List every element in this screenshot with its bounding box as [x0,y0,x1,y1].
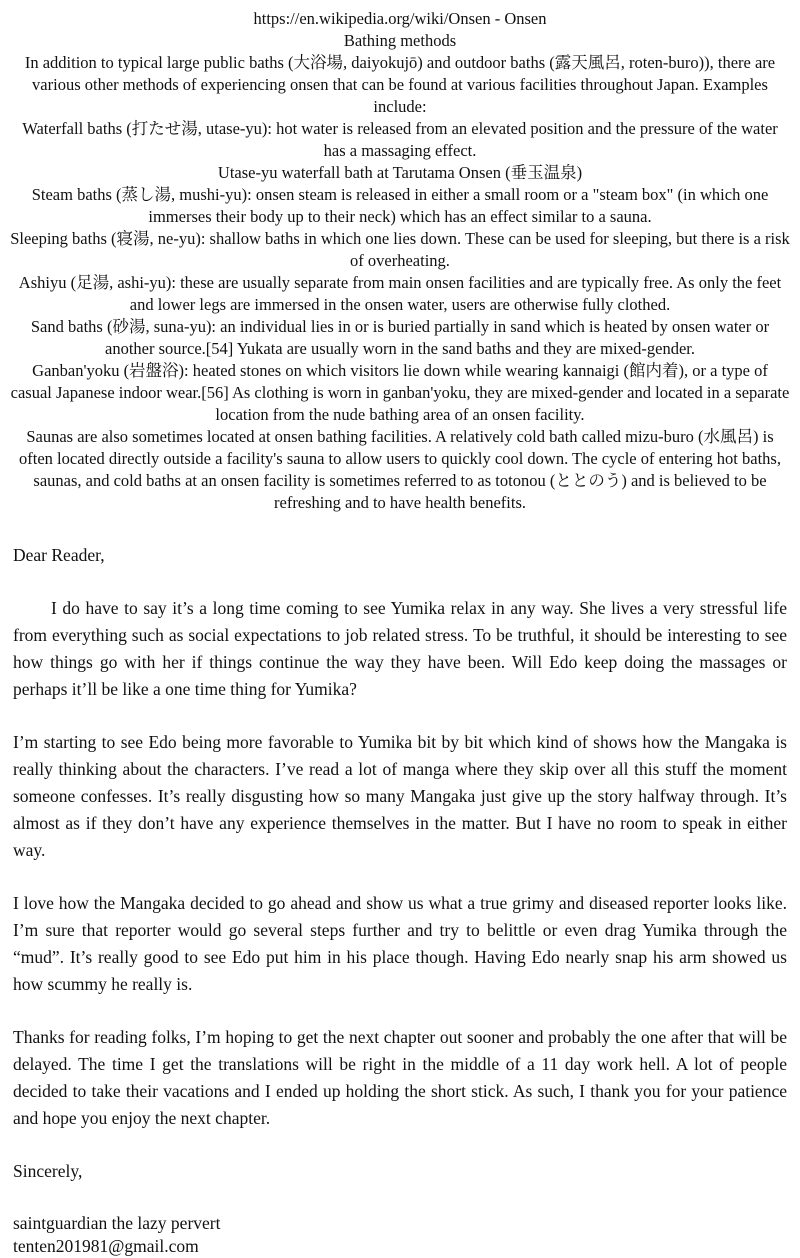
translator-letter [0,514,800,1258]
excerpt-intro: In addition to typical large public baths (大浴場, daiyokujō) and outdoor baths (露天風呂, roten-buro)), there are various other methods of experiencing onsen that can be found at various facilities throughout Japan. Examples include: [24,53,776,116]
letter-closing: Sincerely, [13,1161,83,1181]
letter-salutation: Dear Reader, [13,545,105,565]
letter-paragraph-2: I’m starting to see Edo being more favorable to Yumika bit by bit which kind of shows how the Mangaka is really thinking about the characters. I’ve read a lot of manga where they skip over all this stuff the moment someone confesses. It’s really disgusting how so many Mangaka just give up the story halfway through. It’s almost as if they don’t have any experience themselves in the matter. But I have no room to speak in either way. [13,732,787,860]
signature-email: tenten201981@gmail.com [13,1236,199,1256]
wikipedia-excerpt [0,0,800,514]
section-title: Bathing methods [343,31,457,50]
letter-paragraph-3: I love how the Mangaka decided to go ahead and show us what a true grimy and diseased reporter looks like. I’m sure that reporter would go several steps further and try to belittle or even drag Yumika through the “mud”. It’s really good to see Edo put him in his place though. Having Edo nearly snap his arm showed us how scummy he really is. [13,893,787,994]
excerpt-sand-baths: Sand baths (砂湯, suna-yu): an individual lies in or is buried partially in sand which is heated by onsen water or another source.[54] Yukata are usually worn in the sand baths and they are mixed-gender. [30,317,770,358]
excerpt-ganbanyoku: Ganban'yoku (岩盤浴): heated stones on which visitors lie down while wearing kannaigi (館内着), or a type of casual Japanese indoor wear.[56] As clothing is worn in ganban'yoku, they are mixed-gender and located in a separate location from the nude bathing area of an onsen facility. [10,361,790,424]
excerpt-sleeping-baths: Sleeping baths (寝湯, ne-yu): shallow baths in which one lies down. These can be used for sleeping, but there is a risk of overheating. [10,229,790,270]
excerpt-image-caption: Utase-yu waterfall bath at Tarutama Onsen (垂玉温泉) [217,163,583,182]
letter-paragraph-4: Thanks for reading folks, I’m hoping to get the next chapter out sooner and probably the one after that will be delayed. The time I get the translations will be right in the middle of a 11 day work hell. A lot of people decided to take their vacations and I ended up holding the short stick. As such, I thank you for your patience and hope you enjoy the next chapter. [13,1027,787,1128]
source-url: https://en.wikipedia.org/wiki/Onsen - Onsen [253,9,547,28]
excerpt-saunas: Saunas are also sometimes located at onsen bathing facilities. A relatively cold bath called mizu-buro (水風呂) is often located directly outside a facility's sauna to allow users to quickly cool down. The cycle of entering hot baths, saunas, and cold baths at an onsen facility is sometimes referred to as totonou (ととのう) and is believed to be refreshing and to have health benefits. [19,427,781,512]
excerpt-waterfall-baths: Waterfall baths (打たせ湯, utase-yu): hot water is released from an elevated position and the pressure of the water has a massaging effect. [22,119,778,160]
signature-name: saintguardian the lazy pervert [13,1213,221,1233]
excerpt-steam-baths: Steam baths (蒸し湯, mushi-yu): onsen steam is released in either a small room or a "steam box" (in which one immerses their body up to their neck) which has an effect similar to a sauna. [31,185,769,226]
excerpt-ashiyu: Ashiyu (足湯, ashi-yu): these are usually separate from main onsen facilities and are typically free. As only the feet and lower legs are immersed in the onsen water, users are otherwise fully clothed. [18,273,782,314]
letter-paragraph-1: I do have to say it’s a long time coming to see Yumika relax in any way. She lives a very stressful life from everything such as social expectations to job related stress. To be truthful, it should be interesting to see how things go with her if things continue the way they have been. Will Edo keep doing the massages or perhaps it’ll be like a one time thing for Yumika? [13,598,787,699]
